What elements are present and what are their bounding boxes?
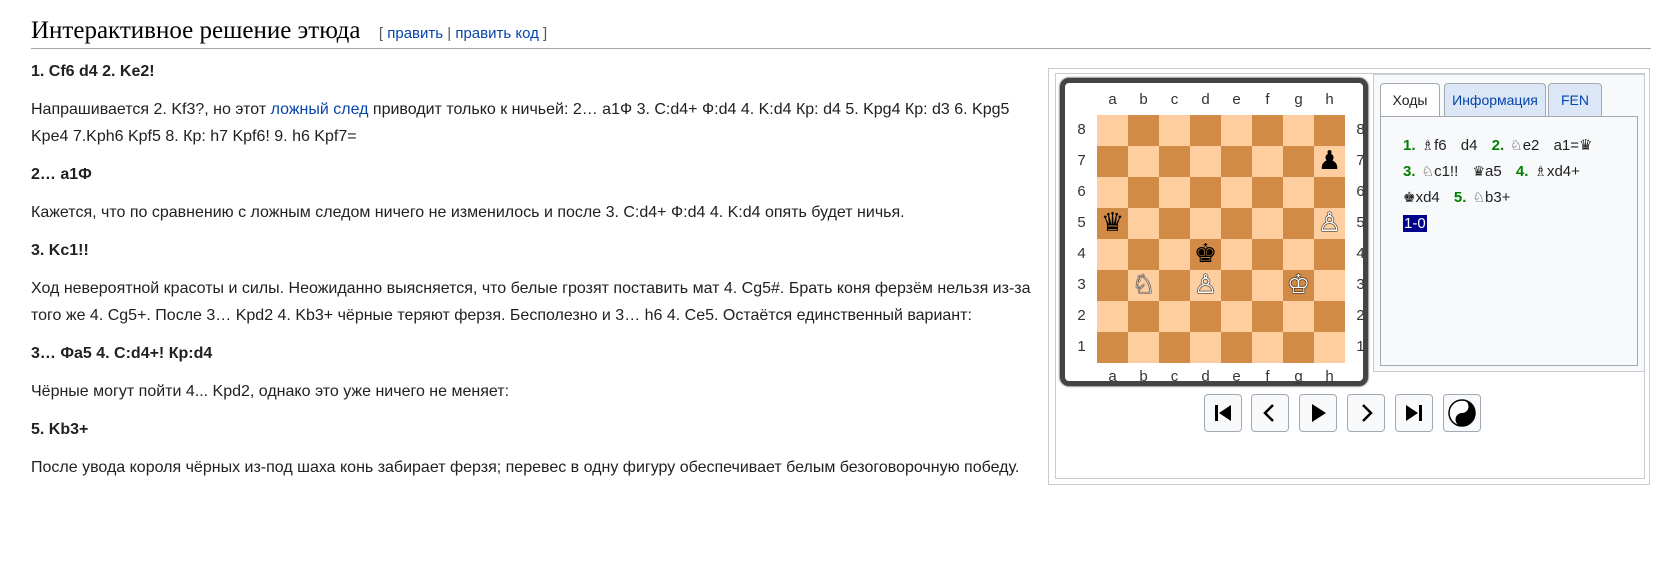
play-button[interactable] bbox=[1299, 394, 1337, 432]
square-b7[interactable] bbox=[1128, 146, 1159, 177]
file-label-top: g bbox=[1294, 91, 1303, 108]
square-c6[interactable] bbox=[1159, 177, 1190, 208]
square-h2[interactable] bbox=[1314, 301, 1345, 332]
rank-label-left: 8 bbox=[1077, 121, 1086, 138]
file-label-top: d bbox=[1201, 91, 1210, 108]
piece-figurine-icon: ♛ bbox=[1472, 164, 1485, 180]
square-b8[interactable] bbox=[1128, 115, 1159, 146]
square-f3[interactable] bbox=[1252, 270, 1283, 301]
paragraph: Чёрные могут пойти 4... Kpd2, однако это уже ничего не меняет: bbox=[31, 383, 510, 400]
black-pawn-icon[interactable]: ♟ bbox=[1317, 146, 1342, 176]
square-c4[interactable] bbox=[1159, 239, 1190, 270]
white-move[interactable]: ♘c1!! bbox=[1421, 163, 1459, 180]
move-list bbox=[1403, 133, 1633, 236]
chess-viewer bbox=[1048, 68, 1650, 485]
file-label-top: f bbox=[1265, 91, 1270, 108]
moves-tab-body bbox=[1380, 116, 1638, 366]
rank-label-right: 3 bbox=[1356, 276, 1365, 293]
white-king-icon[interactable]: ♔ bbox=[1286, 270, 1311, 300]
move-number: 5. bbox=[1453, 189, 1467, 206]
square-e2[interactable] bbox=[1221, 301, 1252, 332]
rank-label-left: 2 bbox=[1077, 307, 1086, 324]
square-d5[interactable] bbox=[1190, 208, 1221, 239]
file-label-bottom: b bbox=[1139, 368, 1148, 385]
square-g4[interactable] bbox=[1283, 239, 1314, 270]
rank-label-left: 5 bbox=[1077, 214, 1086, 231]
square-b4[interactable] bbox=[1128, 239, 1159, 270]
rank-label-right: 7 bbox=[1356, 152, 1365, 169]
rank-label-right: 5 bbox=[1356, 214, 1365, 231]
square-e8[interactable] bbox=[1221, 115, 1252, 146]
rank-label-left: 7 bbox=[1077, 152, 1086, 169]
next-move-button[interactable] bbox=[1347, 394, 1385, 432]
tab-1[interactable]: Информация bbox=[1444, 83, 1546, 116]
square-c3[interactable] bbox=[1159, 270, 1190, 301]
square-d1[interactable] bbox=[1190, 332, 1221, 363]
square-g5[interactable] bbox=[1283, 208, 1314, 239]
edit-link[interactable]: править bbox=[387, 25, 444, 42]
square-c8[interactable] bbox=[1159, 115, 1190, 146]
piece-figurine-icon: ♘ bbox=[1510, 138, 1523, 154]
edit-code-link[interactable]: править код bbox=[455, 25, 539, 42]
square-a8[interactable] bbox=[1097, 115, 1128, 146]
rank-label-left: 3 bbox=[1077, 276, 1086, 293]
square-g8[interactable] bbox=[1283, 115, 1314, 146]
paragraph: После увода короля чёрных из-под шаха конь забирает ферзя; перевес в одну фигуру обеспечивает белым безоговорочную победу. bbox=[31, 459, 1020, 476]
square-d8[interactable] bbox=[1190, 115, 1221, 146]
square-a7[interactable] bbox=[1097, 146, 1128, 177]
rank-label-right: 6 bbox=[1356, 183, 1365, 200]
section-heading bbox=[31, 14, 1651, 49]
move-number: 4. bbox=[1515, 163, 1529, 180]
square-a6[interactable] bbox=[1097, 177, 1128, 208]
last-move-button[interactable] bbox=[1395, 394, 1433, 432]
move-line: 1. Cf6 d4 2. Ke2! bbox=[31, 63, 155, 80]
previous-move-button[interactable] bbox=[1251, 394, 1289, 432]
piece-figurine-icon: ♘ bbox=[1421, 164, 1435, 180]
square-b1[interactable] bbox=[1128, 332, 1159, 363]
article-body bbox=[31, 58, 1031, 492]
file-label-bottom: e bbox=[1232, 368, 1241, 385]
square-a4[interactable] bbox=[1097, 239, 1128, 270]
file-label-top: h bbox=[1325, 91, 1334, 108]
white-pawn-icon[interactable]: ♙ bbox=[1317, 208, 1342, 238]
white-move[interactable]: ♗xd4+ bbox=[1534, 163, 1580, 180]
false-trail-link[interactable]: ложный след bbox=[270, 101, 369, 118]
rank-label-right: 4 bbox=[1356, 245, 1365, 262]
rank-label-right: 1 bbox=[1356, 338, 1365, 355]
piece-figurine-icon: ♘ bbox=[1472, 190, 1485, 206]
square-d7[interactable] bbox=[1190, 146, 1221, 177]
square-b5[interactable] bbox=[1128, 208, 1159, 239]
piece-figurine-icon: ♗ bbox=[1534, 164, 1547, 180]
first-move-button[interactable] bbox=[1204, 394, 1242, 432]
black-move[interactable]: ♛a5 bbox=[1472, 163, 1502, 180]
square-e3[interactable] bbox=[1221, 270, 1252, 301]
chevron-left-icon bbox=[1259, 402, 1281, 424]
black-move[interactable]: d4 bbox=[1460, 137, 1478, 154]
square-h1[interactable] bbox=[1314, 332, 1345, 363]
move-line: 2… a1Ф bbox=[31, 166, 92, 183]
paragraph: Ход невероятной красоты и силы. Неожиданно выясняется, что белые грозят поставить мат 4. Cg5#. Брать коня ферзём нельзя из-за того же 4. Cg5+. После 3… Kpd2 4. Kb3+ чёрные теряют ферзя. Бесполезно и 3… h6 4. Ce5. Остаётся единственный вариант: bbox=[31, 280, 1031, 324]
move-number: 3. bbox=[1403, 163, 1416, 180]
file-label-top: b bbox=[1139, 91, 1148, 108]
square-f5[interactable] bbox=[1252, 208, 1283, 239]
square-a3[interactable] bbox=[1097, 270, 1128, 301]
move-line: 3. Kc1!! bbox=[31, 242, 89, 259]
piece-figurine-icon: ♚ bbox=[1403, 190, 1416, 206]
white-move[interactable]: ♘e2 bbox=[1510, 137, 1540, 154]
white-knight-icon[interactable]: ♘ bbox=[1131, 270, 1156, 300]
section-title: Интерактивное решение этюда bbox=[31, 17, 361, 44]
black-move[interactable]: ♚xd4 bbox=[1403, 189, 1440, 206]
move-line: 3… Фa5 4. C:d4+! Кр:d4 bbox=[31, 345, 213, 362]
square-b6[interactable] bbox=[1128, 177, 1159, 208]
file-label-bottom: g bbox=[1294, 368, 1303, 385]
square-g7[interactable] bbox=[1283, 146, 1314, 177]
rank-label-left: 4 bbox=[1077, 245, 1086, 262]
black-move[interactable]: a1=♛ bbox=[1553, 137, 1593, 154]
square-f6[interactable] bbox=[1252, 177, 1283, 208]
flip-board-button[interactable] bbox=[1443, 394, 1481, 432]
file-label-top: e bbox=[1232, 91, 1241, 108]
square-e4[interactable] bbox=[1221, 239, 1252, 270]
yin-yang-icon bbox=[1447, 398, 1477, 428]
file-label-bottom: h bbox=[1325, 368, 1334, 385]
paragraph: Кажется, что по сравнению с ложным следом ничего не изменилось и после 3. C:d4+ Ф:d4 4. K:d4 опять будет ничья. bbox=[31, 204, 905, 221]
play-icon bbox=[1307, 402, 1329, 424]
notation-panel bbox=[1373, 74, 1645, 372]
file-label-bottom: d bbox=[1201, 368, 1210, 385]
file-label-bottom: c bbox=[1170, 368, 1179, 385]
square-h6[interactable] bbox=[1314, 177, 1345, 208]
game-result[interactable]: 1-0 bbox=[1404, 215, 1426, 232]
white-pawn-icon[interactable]: ♙ bbox=[1193, 270, 1218, 300]
square-f7[interactable] bbox=[1252, 146, 1283, 177]
paragraph: Напрашивается 2. Kf3?, но этот ложный след приводит только к ничьей: 2… a1Ф 3. C:d4+ Ф:d4 4. K:d4 Кр: d4 5. Kpg4 Кр: d3 6. Kpg5 Kpe4 7.Kph6 Kpf5 8. Кр: h7 Kpf6! 9. h6 Kpf7= bbox=[31, 101, 1010, 145]
square-e5[interactable] bbox=[1221, 208, 1252, 239]
black-king-icon[interactable]: ♚ bbox=[1193, 239, 1218, 269]
square-e6[interactable] bbox=[1221, 177, 1252, 208]
file-label-bottom: f bbox=[1265, 368, 1270, 385]
square-g6[interactable] bbox=[1283, 177, 1314, 208]
black-queen-icon[interactable]: ♛ bbox=[1100, 208, 1125, 238]
file-label-bottom: a bbox=[1108, 368, 1117, 385]
square-c2[interactable] bbox=[1159, 301, 1190, 332]
square-c5[interactable] bbox=[1159, 208, 1190, 239]
square-d2[interactable] bbox=[1190, 301, 1221, 332]
board-squares bbox=[1097, 115, 1345, 363]
square-h4[interactable] bbox=[1314, 239, 1345, 270]
square-f2[interactable] bbox=[1252, 301, 1283, 332]
square-f1[interactable] bbox=[1252, 332, 1283, 363]
rank-label-left: 1 bbox=[1077, 338, 1086, 355]
square-a1[interactable] bbox=[1097, 332, 1128, 363]
chess-viewer-inner bbox=[1055, 73, 1645, 479]
square-b2[interactable] bbox=[1128, 301, 1159, 332]
edit-section-links: [ править | править код ] bbox=[378, 25, 548, 42]
square-g2[interactable] bbox=[1283, 301, 1314, 332]
square-a2[interactable] bbox=[1097, 301, 1128, 332]
square-c7[interactable] bbox=[1159, 146, 1190, 177]
square-e7[interactable] bbox=[1221, 146, 1252, 177]
square-f4[interactable] bbox=[1252, 239, 1283, 270]
rank-label-right: 8 bbox=[1356, 121, 1365, 138]
piece-figurine-icon: ♗ bbox=[1421, 138, 1435, 154]
square-d6[interactable] bbox=[1190, 177, 1221, 208]
square-c1[interactable] bbox=[1159, 332, 1190, 363]
chess-board bbox=[1060, 78, 1368, 386]
skip-to-start-icon bbox=[1212, 402, 1234, 424]
white-move[interactable]: ♘b3+ bbox=[1472, 189, 1511, 206]
square-g1[interactable] bbox=[1283, 332, 1314, 363]
tab-0[interactable]: Ходы bbox=[1380, 83, 1440, 117]
square-h8[interactable] bbox=[1314, 115, 1345, 146]
square-e1[interactable] bbox=[1221, 332, 1252, 363]
square-f8[interactable] bbox=[1252, 115, 1283, 146]
skip-to-end-icon bbox=[1403, 402, 1425, 424]
file-label-top: a bbox=[1108, 91, 1117, 108]
rank-label-left: 6 bbox=[1077, 183, 1086, 200]
rank-label-right: 2 bbox=[1356, 307, 1365, 324]
white-move[interactable]: ♗f6 bbox=[1421, 137, 1447, 154]
tab-2[interactable]: FEN bbox=[1548, 83, 1602, 116]
chevron-right-icon bbox=[1355, 402, 1377, 424]
move-number: 1. bbox=[1403, 137, 1416, 154]
square-h3[interactable] bbox=[1314, 270, 1345, 301]
move-line: 5. Kb3+ bbox=[31, 421, 89, 438]
move-number: 2. bbox=[1491, 137, 1505, 154]
file-label-top: c bbox=[1170, 91, 1179, 108]
